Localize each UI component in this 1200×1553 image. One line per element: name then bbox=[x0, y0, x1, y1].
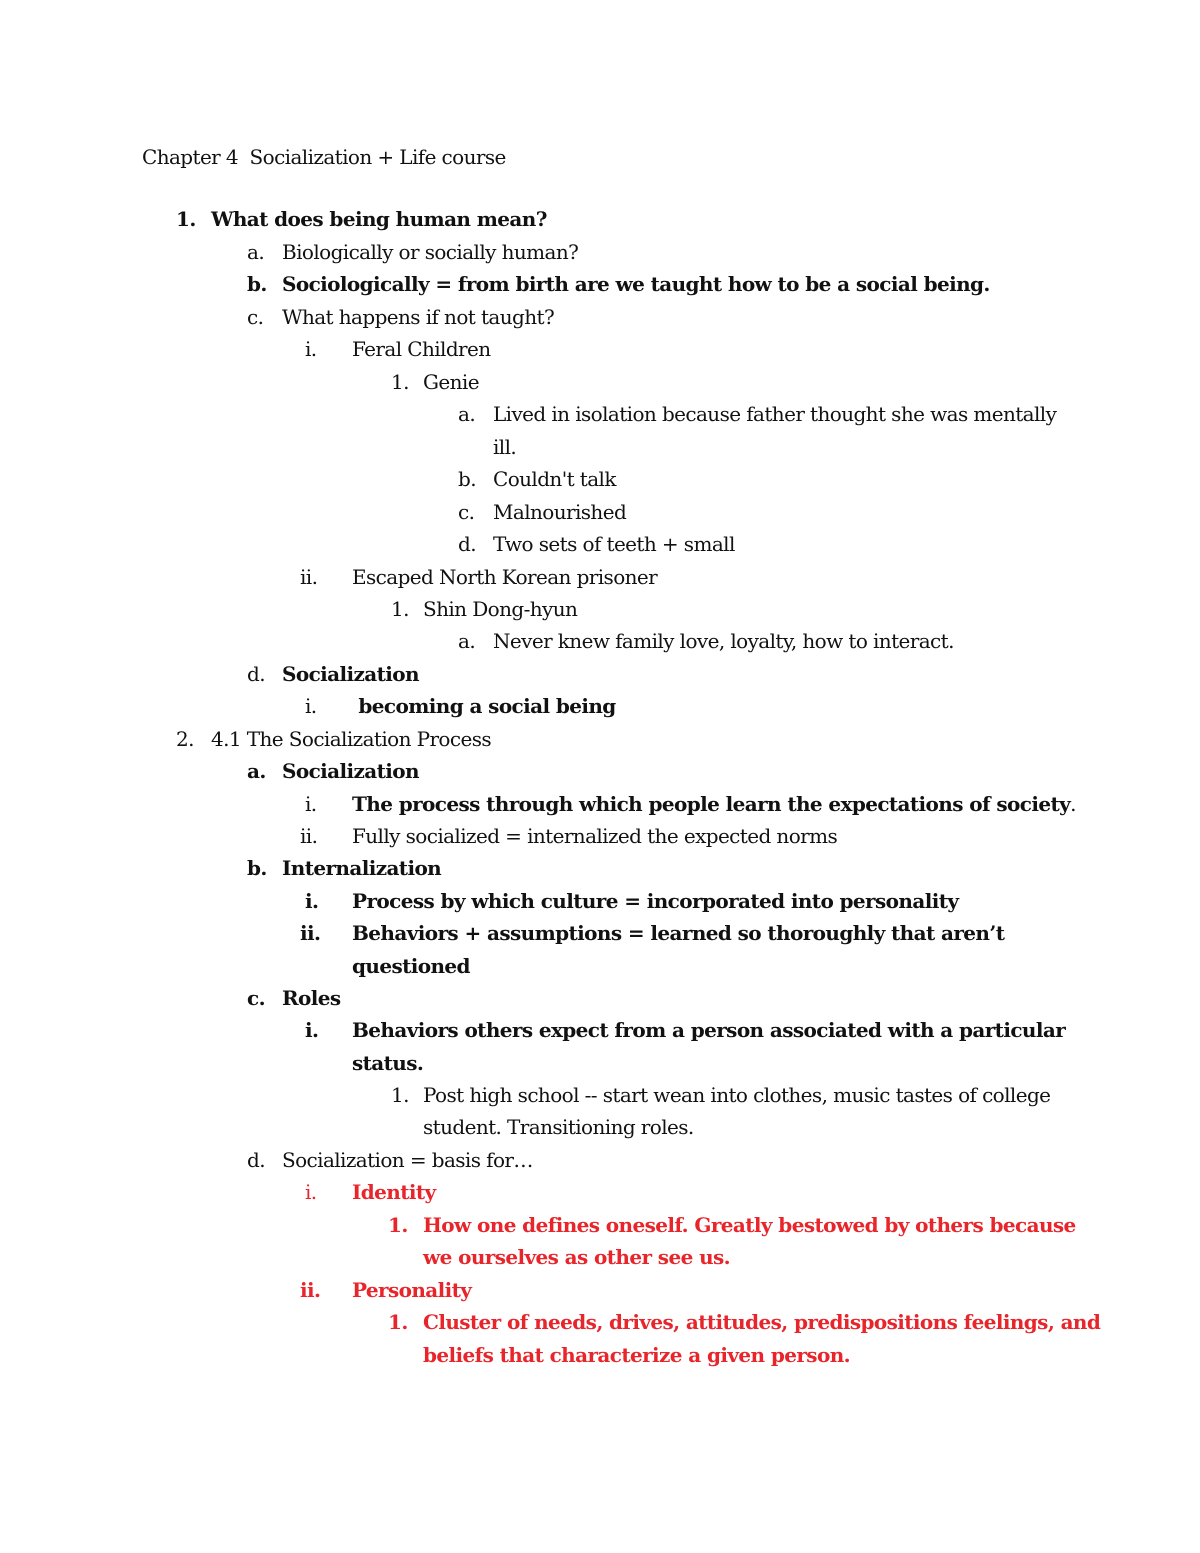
list-marker: ii. bbox=[300, 824, 318, 848]
outline-text: Two sets of teeth + small bbox=[493, 532, 735, 556]
outline-item-2d-i bbox=[305, 1176, 436, 1208]
list-marker: a. bbox=[247, 759, 266, 783]
list-marker: b. bbox=[247, 856, 267, 880]
list-marker: 2. bbox=[176, 727, 194, 751]
outline-text: Identity bbox=[352, 1180, 436, 1204]
list-marker: c. bbox=[458, 500, 475, 524]
outline-item-2d-ii-1-cont bbox=[423, 1339, 850, 1371]
list-marker: c. bbox=[247, 305, 264, 329]
outline-text: student. Transitioning roles. bbox=[423, 1115, 694, 1139]
outline-text-tail: . bbox=[1070, 792, 1076, 816]
list-marker: i. bbox=[305, 337, 317, 361]
outline-text: Behaviors others expect from a person associated with a particular bbox=[352, 1018, 1066, 1042]
outline-item-2b-i bbox=[305, 885, 959, 917]
outline-text: Couldn't talk bbox=[493, 467, 616, 491]
outline-item-genie-b bbox=[458, 463, 616, 495]
outline-text: Biologically or socially human? bbox=[282, 240, 579, 264]
list-marker: i. bbox=[305, 694, 317, 718]
list-marker: c. bbox=[247, 986, 265, 1010]
list-marker: a. bbox=[247, 240, 265, 264]
outline-item-1c-i-1 bbox=[391, 366, 479, 398]
outline-item-1c-ii bbox=[300, 561, 658, 593]
outline-text: Malnourished bbox=[493, 500, 627, 524]
outline-item-shin-a bbox=[458, 625, 954, 657]
list-marker: 1. bbox=[391, 597, 409, 621]
list-marker: a. bbox=[458, 402, 476, 426]
list-marker: ii. bbox=[300, 1278, 321, 1302]
outline-text: 4.1 The Socialization Process bbox=[211, 727, 492, 751]
outline-item-2c bbox=[247, 982, 341, 1014]
list-marker: d. bbox=[247, 1148, 265, 1172]
outline-item-genie-c bbox=[458, 496, 627, 528]
list-marker: ii. bbox=[300, 565, 318, 589]
outline-text: Socialization bbox=[282, 662, 419, 686]
outline-text: becoming a social being bbox=[352, 694, 616, 718]
outline-item-genie-d bbox=[458, 528, 735, 560]
list-marker: 1. bbox=[388, 1310, 408, 1334]
outline-text: Post high school -- start wean into clothes, music tastes of college bbox=[423, 1083, 1051, 1107]
outline-item-1d-i bbox=[305, 690, 616, 722]
outline-text: What happens if not taught? bbox=[282, 305, 555, 329]
list-marker: i. bbox=[305, 792, 317, 816]
outline-text: Escaped North Korean prisoner bbox=[352, 565, 658, 589]
list-marker: d. bbox=[458, 532, 476, 556]
outline-text: Cluster of needs, drives, attitudes, predispositions feelings, and bbox=[423, 1310, 1101, 1334]
outline-item-2a-i bbox=[305, 788, 1076, 820]
outline-item-genie-a bbox=[458, 398, 1057, 430]
list-marker: 1. bbox=[391, 370, 409, 394]
list-marker: a. bbox=[458, 629, 476, 653]
outline-text: Shin Dong-hyun bbox=[423, 597, 578, 621]
outline-item-2a-ii bbox=[300, 820, 838, 852]
outline-text: Socialization bbox=[282, 759, 419, 783]
outline-item-2b-ii-cont bbox=[352, 950, 470, 982]
outline-text: Sociologically = from birth are we taught how to be a social being. bbox=[282, 272, 990, 296]
list-marker: 1. bbox=[391, 1083, 409, 1107]
outline-item-1b bbox=[247, 268, 990, 300]
outline-text: ill. bbox=[493, 435, 517, 459]
outline-item-2d-ii bbox=[300, 1274, 472, 1306]
list-marker: d. bbox=[247, 662, 265, 686]
list-marker: i. bbox=[305, 1018, 319, 1042]
outline-text: Internalization bbox=[282, 856, 442, 880]
outline-item-1c-i bbox=[305, 333, 491, 365]
list-marker: i. bbox=[305, 1180, 317, 1204]
list-marker: b. bbox=[458, 467, 476, 491]
outline-item-1d bbox=[247, 658, 419, 690]
outline-item-genie-a-cont bbox=[493, 431, 516, 463]
outline-text: Genie bbox=[423, 370, 479, 394]
outline-item-1c-ii-1 bbox=[391, 593, 578, 625]
outline-item-2b-ii bbox=[300, 917, 1005, 949]
outline-item-2d-i-1 bbox=[388, 1209, 1076, 1241]
outline-text: What does being human mean? bbox=[211, 207, 547, 231]
outline-item-2d-ii-1 bbox=[388, 1306, 1101, 1338]
list-marker: 1. bbox=[176, 207, 196, 231]
outline-item-2a bbox=[247, 755, 419, 787]
outline-item-2b bbox=[247, 852, 442, 884]
outline-text: Socialization = basis for… bbox=[282, 1148, 533, 1172]
outline-item-1 bbox=[176, 203, 547, 235]
outline-text: Never knew family love, loyalty, how to interact. bbox=[493, 629, 954, 653]
outline-text: Feral Children bbox=[352, 337, 491, 361]
outline-item-2c-i bbox=[305, 1014, 1066, 1046]
outline-item-2d-i-1-cont bbox=[423, 1241, 730, 1273]
outline-item-1a bbox=[247, 236, 579, 268]
outline-text: Roles bbox=[282, 986, 341, 1010]
list-marker: b. bbox=[247, 272, 267, 296]
outline-item-2 bbox=[176, 723, 492, 755]
outline-text: The process through which people learn the expectations of society bbox=[352, 792, 1071, 816]
outline-text: Behaviors + assumptions = learned so thoroughly that aren’t bbox=[352, 921, 1005, 945]
outline-text: we ourselves as other see us. bbox=[423, 1245, 731, 1269]
outline-item-1c bbox=[247, 301, 555, 333]
outline-text: beliefs that characterize a given person. bbox=[423, 1343, 850, 1367]
document-title: Chapter 4 Socialization + Life course bbox=[142, 145, 506, 169]
outline-text: Process by which culture = incorporated into personality bbox=[352, 889, 959, 913]
outline-text: Fully socialized = internalized the expected norms bbox=[352, 824, 838, 848]
list-marker: i. bbox=[305, 889, 319, 913]
outline-item-2c-i-1-cont bbox=[423, 1111, 694, 1143]
outline-item-2c-i-1 bbox=[391, 1079, 1051, 1111]
outline-text: status. bbox=[352, 1051, 424, 1075]
outline-item-2d bbox=[247, 1144, 533, 1176]
outline-text: questioned bbox=[352, 954, 470, 978]
list-marker: ii. bbox=[300, 921, 321, 945]
outline-text: Lived in isolation because father thought she was mentally bbox=[493, 402, 1057, 426]
outline-item-2c-i-cont bbox=[352, 1047, 423, 1079]
list-marker: 1. bbox=[388, 1213, 408, 1237]
outline-text: Personality bbox=[352, 1278, 472, 1302]
outline-text: How one defines oneself. Greatly bestowed by others because bbox=[423, 1213, 1076, 1237]
